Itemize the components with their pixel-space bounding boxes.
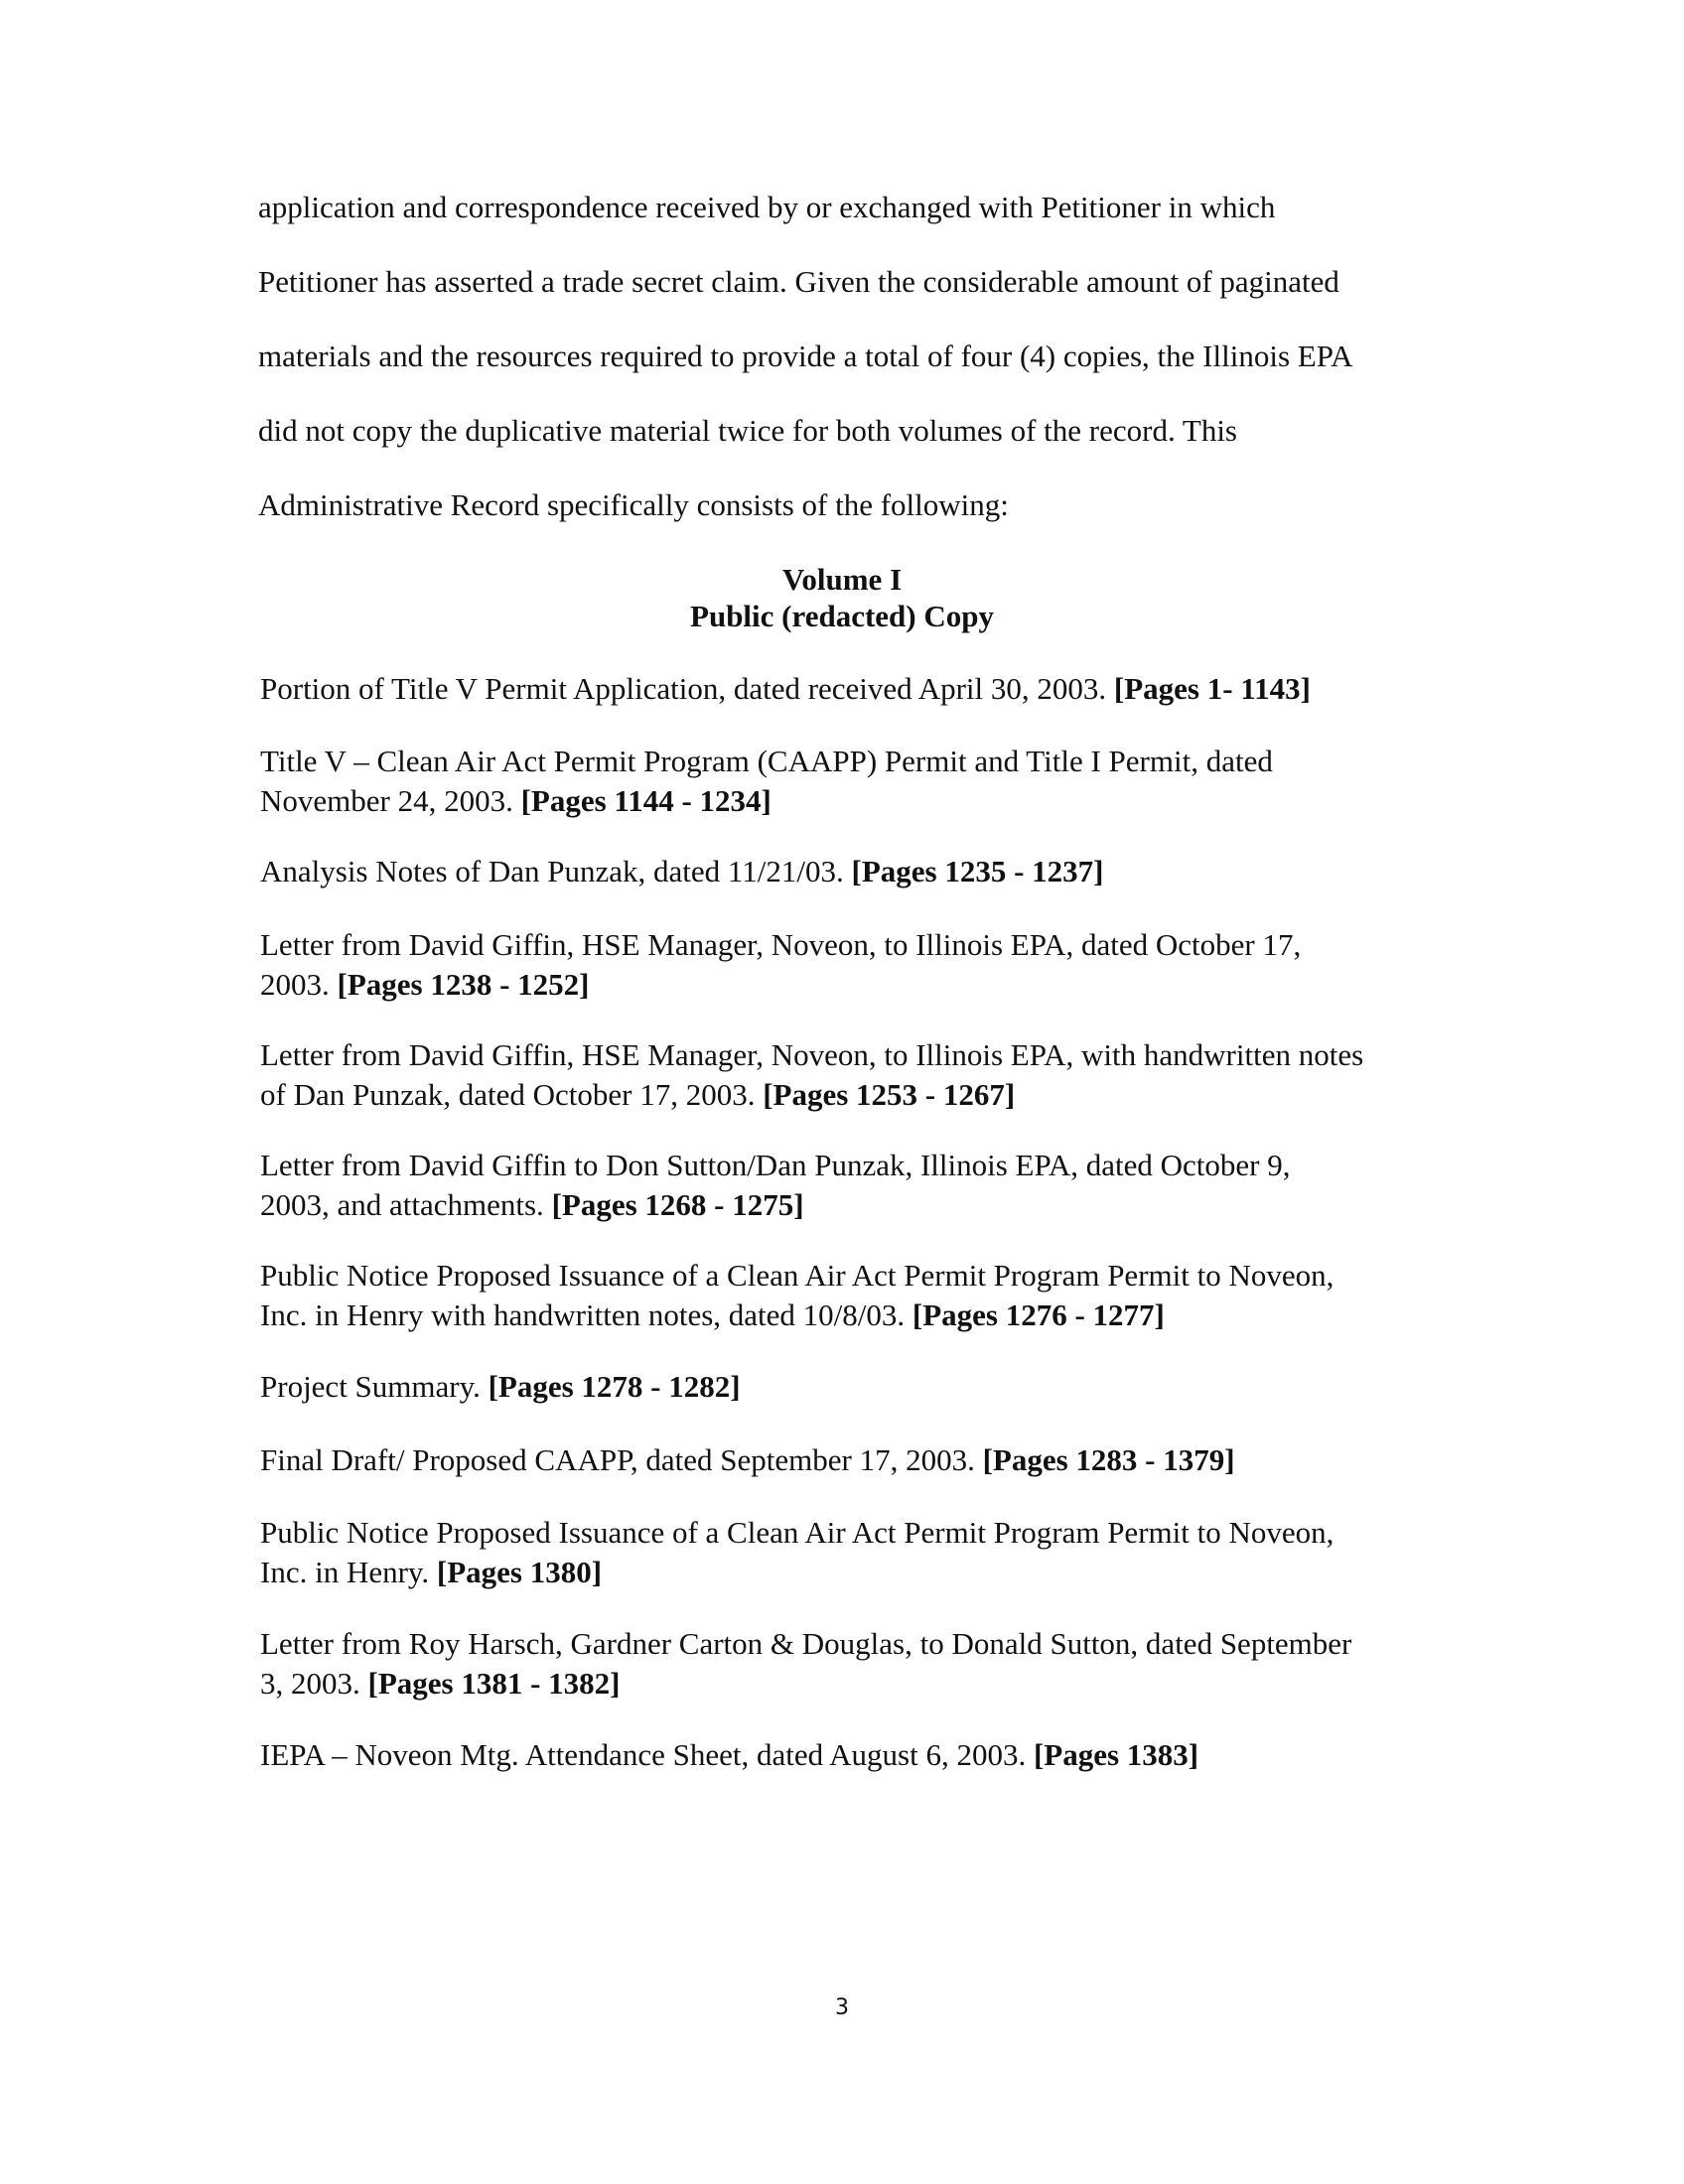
intro-line-4: did not copy the duplicative material twice for both volumes of the record. This: [258, 413, 1237, 448]
record-entry: [260, 1367, 1472, 1407]
record-entry: [260, 1256, 1472, 1335]
entry-text: Public Notice Proposed Issuance of a Clean Air Act Permit Program Permit to Noveon,: [260, 1258, 1334, 1293]
page-number: 3: [835, 1995, 849, 2020]
entry-text: Portion of Title V Permit Application, dated received April 30, 2003.: [260, 671, 1114, 706]
intro-line-5: Administrative Record specifically consists of the following:: [258, 487, 1009, 522]
record-entry: [260, 1735, 1472, 1775]
intro-line-2: Petitioner has asserted a trade secret claim. Given the considerable amount of paginated: [258, 264, 1339, 299]
entry-text: Letter from David Giffin, HSE Manager, Noveon, to Illinois EPA, with handwritten notes: [260, 1037, 1364, 1072]
entry-text: Inc. in Henry.: [260, 1555, 437, 1589]
page-range: [Pages 1268 - 1275]: [551, 1187, 804, 1222]
record-entry: [260, 852, 1472, 891]
entry-text: Analysis Notes of Dan Punzak, dated 11/21/03.: [260, 854, 852, 888]
record-entry: [260, 1146, 1472, 1225]
volume-heading: Volume I: [781, 562, 903, 597]
page-range: [Pages 1278 - 1282]: [488, 1369, 741, 1404]
entry-text: Letter from Roy Harsch, Gardner Carton & Douglas, to Donald Sutton, dated September: [260, 1626, 1352, 1661]
entry-text: Project Summary.: [260, 1369, 489, 1404]
page-range: [Pages 1383]: [1033, 1737, 1199, 1772]
intro-line-3: materials and the resources required to provide a total of four (4) copies, the Illinois EPA: [258, 339, 1353, 373]
intro-line-1: application and correspondence received by or exchanged with Petitioner in which: [258, 190, 1276, 224]
page-range: [Pages 1380]: [436, 1555, 603, 1589]
entry-text: 2003, and attachments.: [260, 1187, 552, 1222]
entry-text: Title V – Clean Air Act Permit Program (CAAPP) Permit and Title I Permit, dated: [260, 744, 1273, 778]
volume-subtitle: Public (redacted) Copy: [690, 599, 994, 633]
page-range: [Pages 1- 1143]: [1113, 671, 1311, 706]
entry-text: November 24, 2003.: [260, 783, 521, 818]
page-range: [Pages 1381 - 1382]: [367, 1666, 621, 1701]
record-entry: [260, 1624, 1472, 1704]
page-range: [Pages 1238 - 1252]: [337, 967, 590, 1002]
entry-text: Inc. in Henry with handwritten notes, dated 10/8/03.: [260, 1297, 912, 1332]
record-entry: [260, 1513, 1472, 1592]
page-range: [Pages 1144 - 1234]: [520, 783, 772, 818]
page-range: [Pages 1283 - 1379]: [982, 1442, 1235, 1477]
entry-text: 2003.: [260, 967, 338, 1002]
record-entry: [260, 1035, 1472, 1115]
entry-text: Letter from David Giffin, HSE Manager, Noveon, to Illinois EPA, dated October 17,: [260, 927, 1302, 962]
record-entry: [260, 1440, 1472, 1480]
entry-text: of Dan Punzak, dated October 17, 2003.: [260, 1077, 764, 1112]
entry-text: Letter from David Giffin to Don Sutton/Dan Punzak, Illinois EPA, dated October 9,: [260, 1148, 1291, 1182]
record-entry: [260, 925, 1472, 1005]
record-entry: [260, 742, 1472, 821]
entry-text: 3, 2003.: [260, 1666, 368, 1701]
page-range: [Pages 1276 - 1277]: [912, 1297, 1165, 1332]
entry-text: Public Notice Proposed Issuance of a Clean Air Act Permit Program Permit to Noveon,: [260, 1515, 1334, 1550]
entry-text: IEPA – Noveon Mtg. Attendance Sheet, dated August 6, 2003.: [260, 1737, 1034, 1772]
record-entry: [260, 669, 1472, 709]
entry-text: Final Draft/ Proposed CAAPP, dated September 17, 2003.: [260, 1442, 983, 1477]
page-range: [Pages 1253 - 1267]: [763, 1077, 1016, 1112]
page-range: [Pages 1235 - 1237]: [851, 854, 1104, 888]
